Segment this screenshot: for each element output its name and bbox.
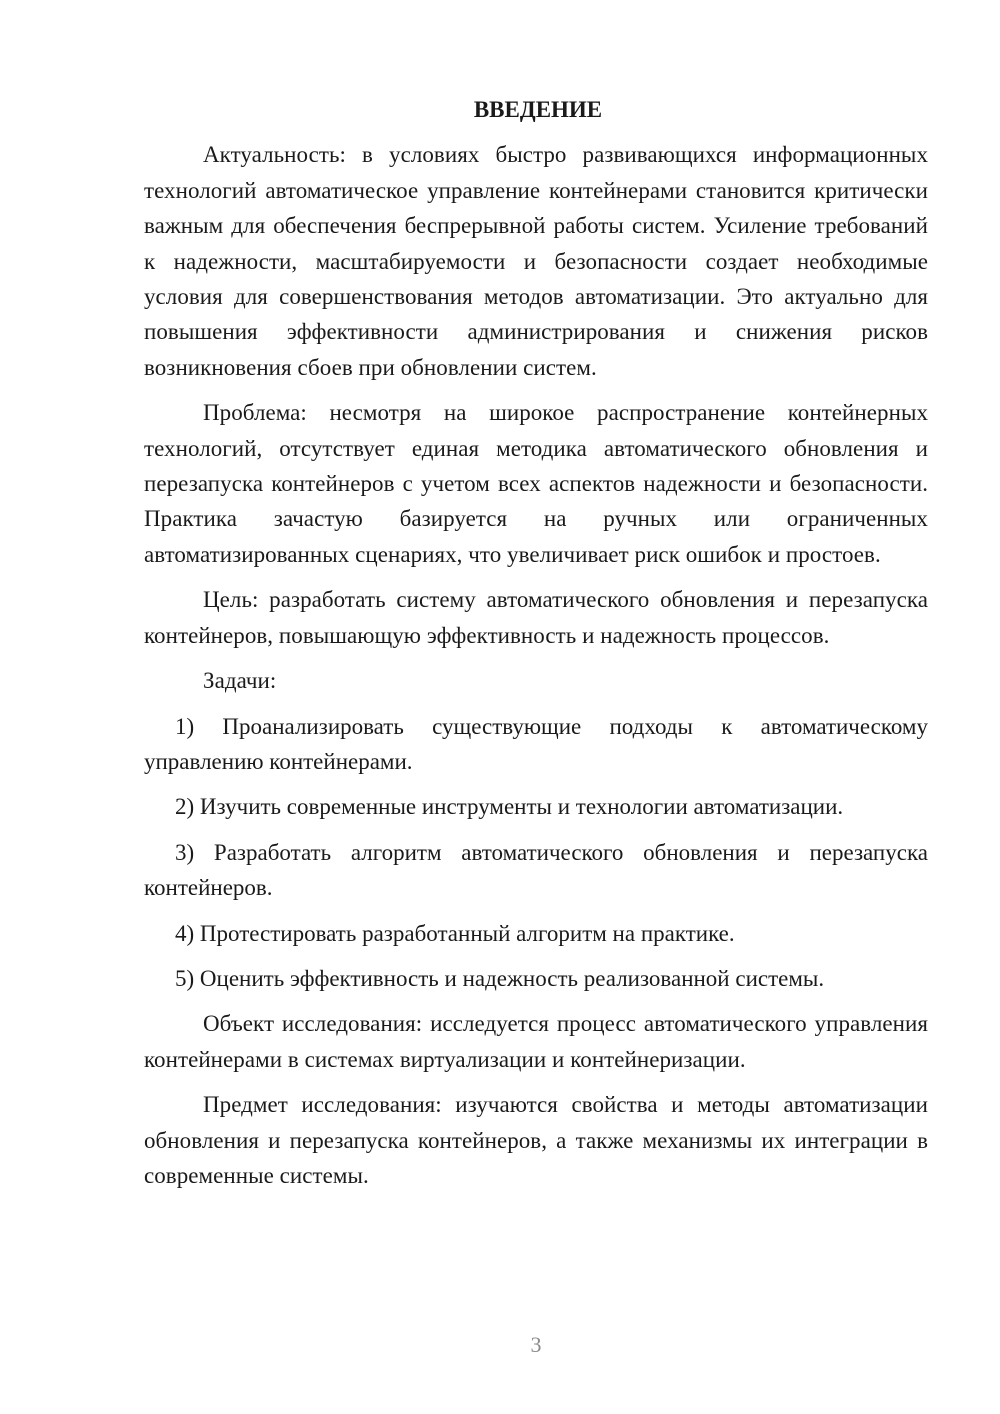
paragraph-object: Объект исследования: исследуется процесс автоматического управления контейнерами в системах виртуализации и контейнеризации. [144,1011,928,1072]
paragraph-subject: Предмет исследования: изучаются свойства и методы автоматизации обновления и перезапуска контейнеров, а также механизмы их интеграции в современные системы. [144,1092,928,1188]
page-number: 3 [530,1332,542,1357]
task-item-2: 2) Изучить современные инструменты и технологии автоматизации. [175,794,844,820]
paragraph-goal: Цель: разработать систему автоматического обновления и перезапуска контейнеров, повышающую эффективность и надежность процессов. [144,587,928,648]
task-item-1: 1) Проанализировать существующие подходы к автоматическому управлению контейнерами. [144,713,928,774]
paragraph-problem: Проблема: несмотря на широкое распространение контейнерных технологий, отсутствует единая методика автоматического обновления и перезапуска контейнеров с учетом всех аспектов надежности и безопасности. Практика зачастую базируется на ручных или ограниченных автоматизированных сценариях, что увеличивает риск ошибок и простоев. [144,400,928,567]
page-content [144,92,928,1203]
paragraph-relevance: Актуальность: в условиях быстро развивающихся информационных технологий автоматическое управление контейнерами становится критически важным для обеспечения беспрерывной работы систем. Усиление требований к надежности, масштабируемости и безопасности создает необходимые условия для совершенствования методов автоматизации. Это актуально для повышения эффективности администрирования и снижения рисков возникновения сбоев при обновлении систем. [144,142,928,380]
task-item-4: 4) Протестировать разработанный алгоритм на практике. [175,920,735,946]
task-item-3: 3) Разработать алгоритм автоматического обновления и перезапуска контейнеров. [144,839,928,901]
section-heading: ВВЕДЕНИЕ [473,97,603,122]
tasks-label: Задачи: [203,668,277,694]
task-item-5: 5) Оценить эффективность и надежность реализованной системы. [175,965,825,991]
